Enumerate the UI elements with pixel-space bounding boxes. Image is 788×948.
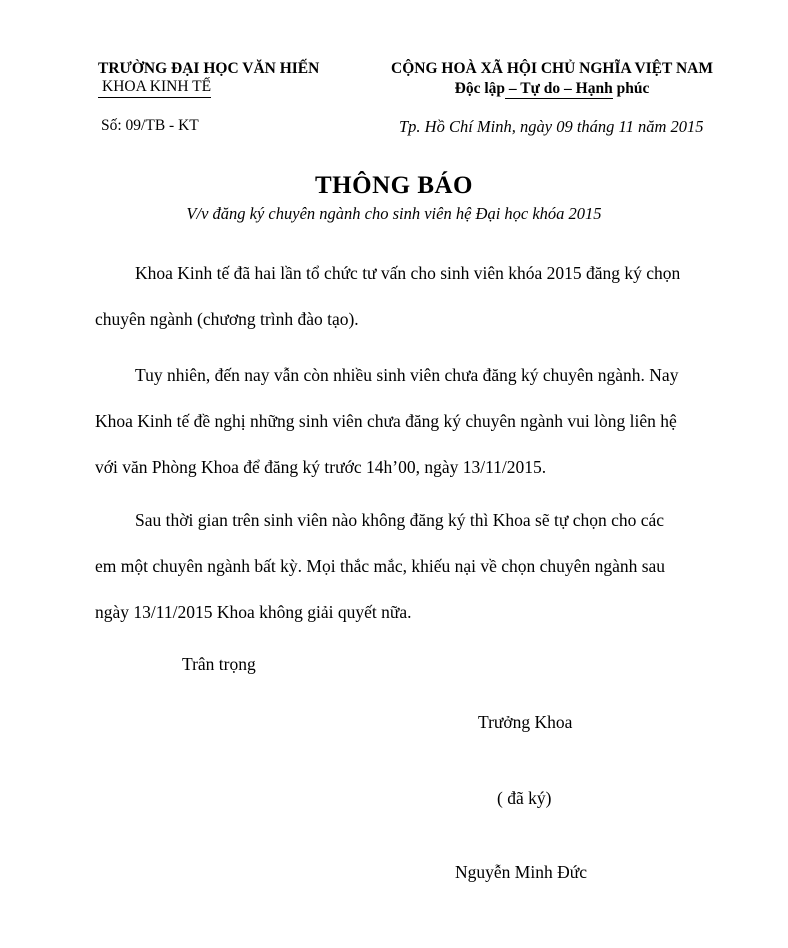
document-subtitle: V/v đăng ký chuyên ngành cho sinh viên hệ Đại học khóa 2015 xyxy=(186,204,602,223)
paragraph-line: với văn Phòng Khoa để đăng ký trước 14h’00, ngày 13/11/2015. xyxy=(95,457,547,477)
paragraph-line: Khoa Kinh tế đã hai lần tổ chức tư vấn cho sinh viên khóa 2015 đăng ký chọn xyxy=(135,263,681,283)
paragraph-1 xyxy=(95,250,725,342)
national-header xyxy=(384,60,720,100)
school-name: TRƯỜNG ĐẠI HỌC VĂN HIẾN xyxy=(98,60,320,77)
document-number: Số: 09/TB - KT xyxy=(101,117,199,134)
document-title: THÔNG BÁO xyxy=(315,172,473,199)
signature-status: ( đã ký) xyxy=(497,788,552,808)
signature-position: Trưởng Khoa xyxy=(478,712,573,732)
motto-part-1: Độc lập xyxy=(454,80,506,97)
faculty-name: KHOA KINH TẾ xyxy=(98,78,211,98)
paragraph-line: chuyên ngành (chương trình đào tạo). xyxy=(95,309,359,329)
closing-text: Trân trọng xyxy=(182,654,256,674)
motto-part-2: – Tự do – Hạnh xyxy=(505,80,613,97)
paragraph-3 xyxy=(95,497,725,635)
place-date: Tp. Hồ Chí Minh, ngày 09 tháng 11 năm 2015 xyxy=(399,117,704,136)
national-motto xyxy=(384,78,720,100)
motto-part-3: phúc xyxy=(612,80,650,97)
paragraph-2 xyxy=(95,352,725,490)
national-title: CỘNG HOÀ XÃ HỘI CHỦ NGHĨA VIỆT NAM xyxy=(391,60,713,77)
paragraph-line: Sau thời gian trên sinh viên nào không đăng ký thì Khoa sẽ tự chọn cho các xyxy=(135,510,665,530)
paragraph-line: em một chuyên ngành bất kỳ. Mọi thắc mắc, khiếu nại về chọn chuyên ngành sau xyxy=(95,556,666,576)
issuer-block xyxy=(98,60,319,98)
signer-name: Nguyễn Minh Đức xyxy=(455,862,587,882)
paragraph-line: Tuy nhiên, đến nay vẫn còn nhiều sinh viên chưa đăng ký chuyên ngành. Nay xyxy=(135,365,679,385)
paragraph-line: Khoa Kinh tế đề nghị những sinh viên chưa đăng ký chuyên ngành vui lòng liên hệ xyxy=(95,411,677,431)
paragraph-line: ngày 13/11/2015 Khoa không giải quyết nữa. xyxy=(95,602,412,622)
